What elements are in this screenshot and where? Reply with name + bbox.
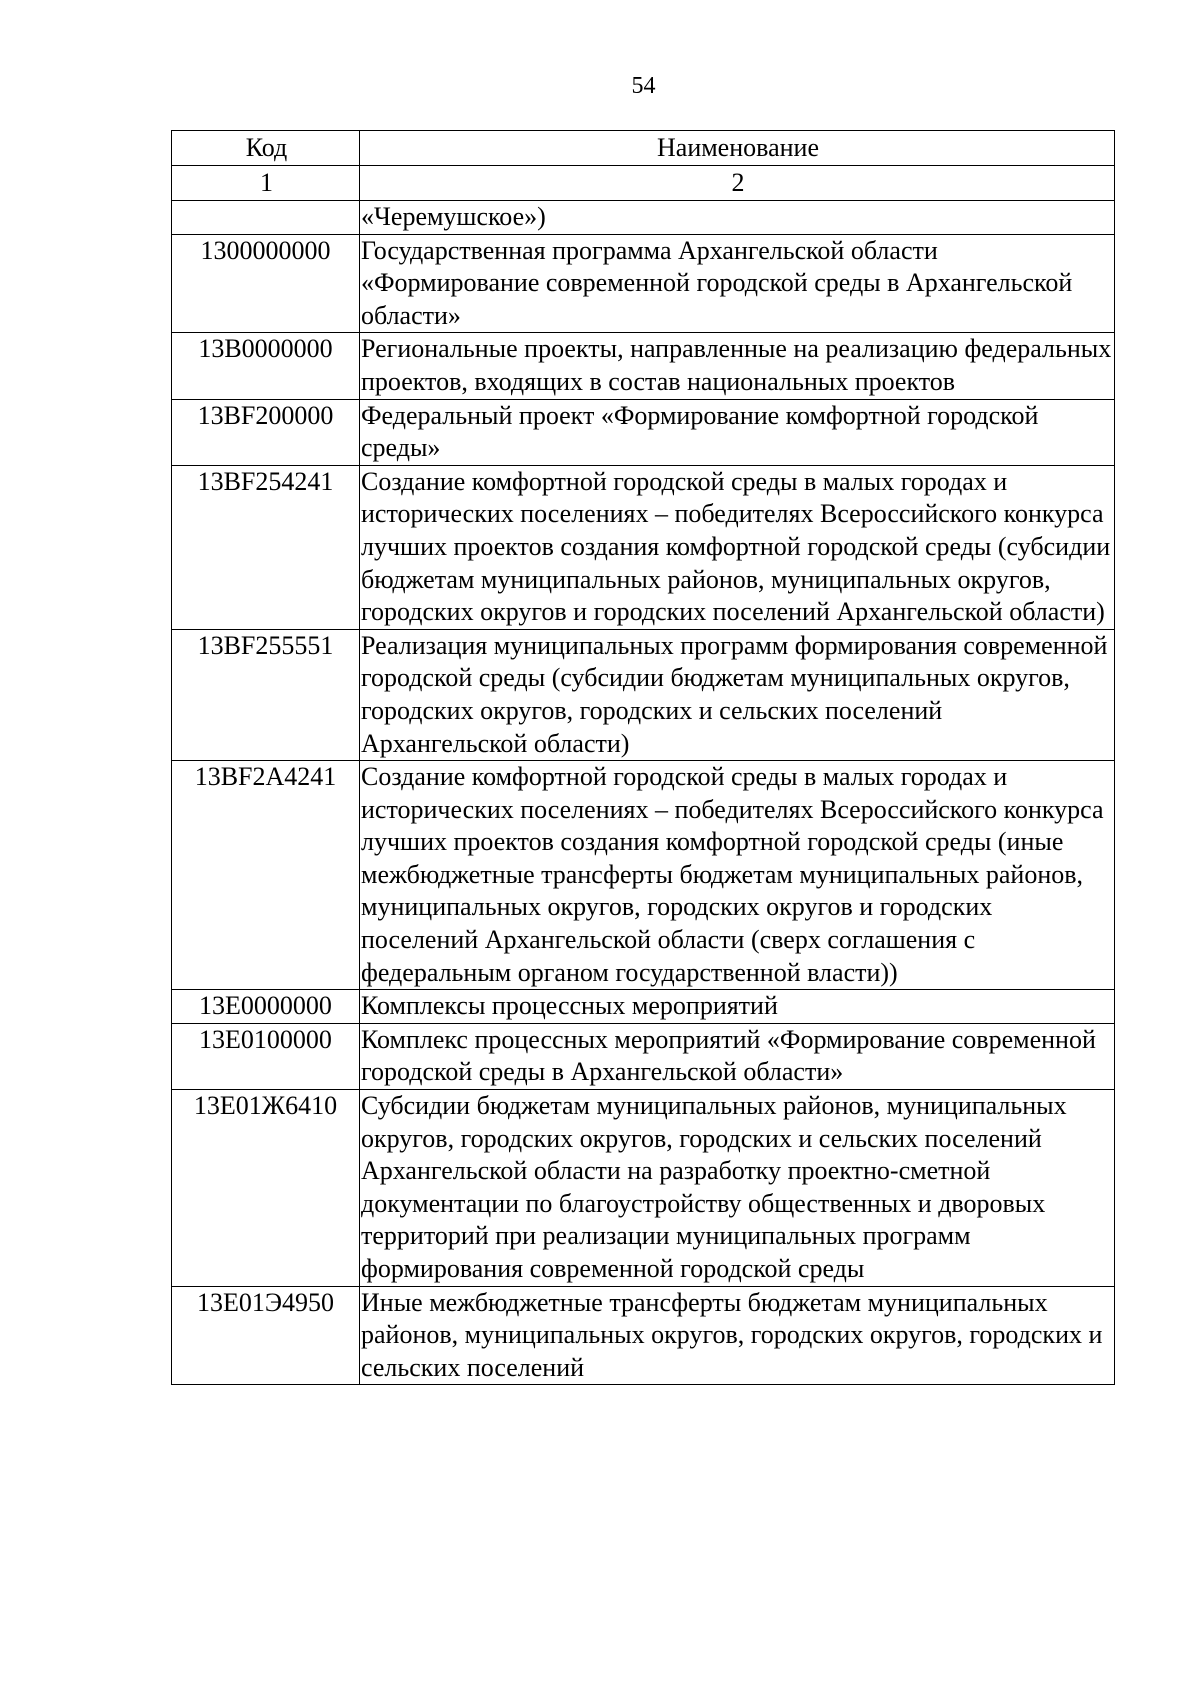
table-row [172, 465, 1115, 629]
budget-code-table [171, 130, 1115, 1385]
column-number-row [172, 166, 1115, 201]
table-row [172, 1286, 1115, 1385]
table-row [172, 629, 1115, 760]
row-name: Иные межбюджетные трансферты бюджетам муниципальных районов, муниципальных округов, городских округов, городских и сельских поселений [360, 1286, 1115, 1385]
table-row [172, 1090, 1115, 1287]
row-code: 1300000000 [172, 234, 360, 333]
table-row [172, 399, 1115, 465]
row-name: Комплексы процессных мероприятий [360, 990, 1115, 1024]
row-name: Создание комфортной городской среды в малых городах и исторических поселениях – победителях Всероссийского конкурса лучших проектов создания комфортной городской среды (иные межбюджетные трансферты бюджетам муниципальных районов, муниципальных округов, городских округов и городских поселений Архангельской области (сверх соглашения с федеральным органом государственной власти)) [360, 761, 1115, 990]
header-name: Наименование [360, 131, 1115, 166]
row-code: 13ВF200000 [172, 399, 360, 465]
row-code: 13Е0000000 [172, 990, 360, 1024]
row-code [172, 201, 360, 235]
row-name: Создание комфортной городской среды в малых городах и исторических поселениях – победителях Всероссийского конкурса лучших проектов создания комфортной городской среды (субсидии бюджетам муниципальных районов, муниципальных округов, городских округов и городских поселений Архангельской области) [360, 465, 1115, 629]
table-header-row [172, 131, 1115, 166]
column-number-code: 1 [172, 166, 360, 201]
row-code: 13Е0100000 [172, 1023, 360, 1089]
row-name: «Черемушское») [360, 201, 1115, 235]
table-row [172, 333, 1115, 399]
page-number: 54 [631, 73, 656, 99]
row-code: 13ВF255551 [172, 629, 360, 760]
row-code: 13Е01Э4950 [172, 1286, 360, 1385]
row-name: Реализация муниципальных программ формирования современной городской среды (субсидии бюджетам муниципальных округов, городских округов, городских и сельских поселений Архангельской области) [360, 629, 1115, 760]
row-code: 13ВF2А4241 [172, 761, 360, 990]
row-name: Государственная программа Архангельской области «Формирование современной городской среды в Архангельской области» [360, 234, 1115, 333]
row-code: 13ВF254241 [172, 465, 360, 629]
row-code: 13В0000000 [172, 333, 360, 399]
row-name: Федеральный проект «Формирование комфортной городской среды» [360, 399, 1115, 465]
table-row [172, 234, 1115, 333]
row-name: Региональные проекты, направленные на реализацию федеральных проектов, входящих в состав национальных проектов [360, 333, 1115, 399]
table-row [172, 990, 1115, 1024]
row-name: Комплекс процессных мероприятий «Формирование современной городской среды в Архангельской области» [360, 1023, 1115, 1089]
row-code: 13Е01Ж6410 [172, 1090, 360, 1287]
table-row [172, 201, 1115, 235]
header-code: Код [172, 131, 360, 166]
row-name: Субсидии бюджетам муниципальных районов, муниципальных округов, городских округов, городских и сельских поселений Архангельской области на разработку проектно-сметной документации по благоустройству общественных и дворовых территорий при реализации муниципальных программ формирования современной городской среды [360, 1090, 1115, 1287]
table-row [172, 761, 1115, 990]
column-number-name: 2 [360, 166, 1115, 201]
table-row [172, 1023, 1115, 1089]
